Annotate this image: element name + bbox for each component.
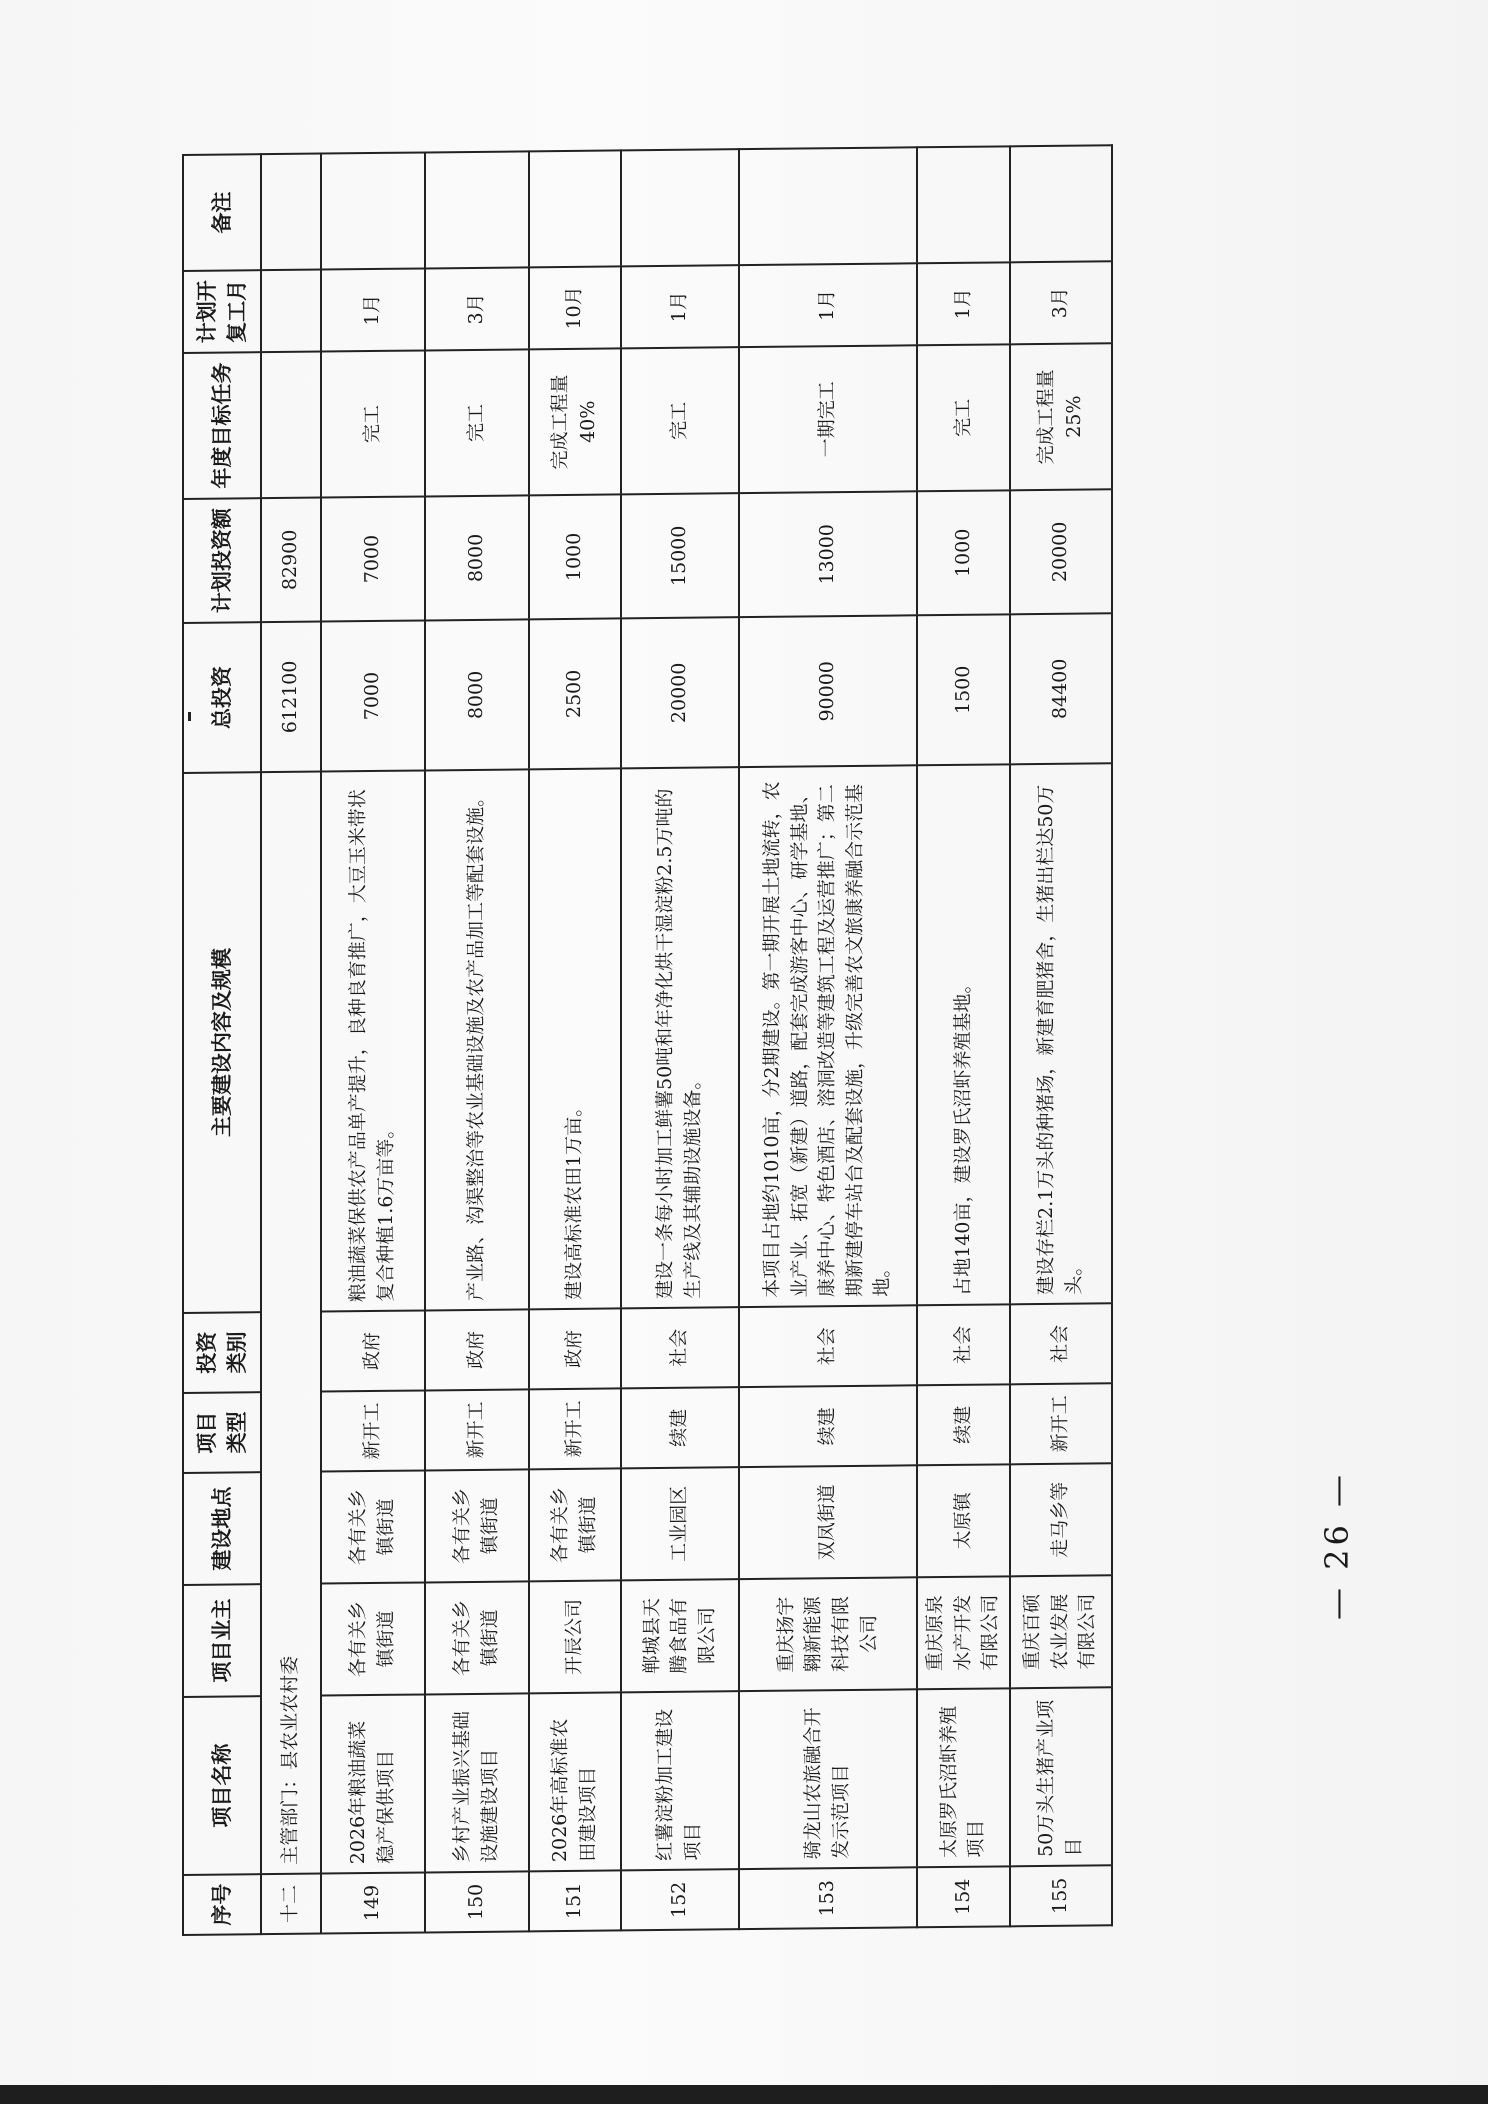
header-owner: 项目业主 [183,1584,261,1697]
cell-owner: 各有关乡镇街道 [425,1581,529,1694]
cell-location: 太原镇 [917,1464,1010,1577]
cell-invest-type: 社会 [917,1304,1010,1385]
cell-planned: 1000 [917,490,1010,615]
dept-total: 612100 [261,622,321,773]
dept-row [261,154,321,1935]
project-table [182,144,1113,1936]
cell-project-type: 续建 [621,1387,739,1468]
cell-planned: 13000 [739,491,917,617]
cell-total: 84400 [1010,613,1112,764]
header-seq: 序号 [183,1874,261,1935]
cell-total: 2500 [529,618,621,769]
cell-owner: 郸城县天腾食品有限公司 [621,1579,739,1692]
cell-note [529,150,621,267]
dept-seq: 十二 [261,1874,321,1935]
cell-content: 占地140亩，建设罗氏沼虾养殖基地。 [917,764,1010,1305]
dept-note [261,154,321,271]
cell-target: 完成工程量25% [1010,343,1112,490]
cell-seq: 151 [529,1870,621,1931]
header-planned: 计划投资额 [183,498,261,623]
cell-owner: 各有关乡镇街道 [321,1582,425,1695]
cell-owner: 重庆扬宇翱新能源科技有限公司 [739,1577,917,1691]
cell-total: 1500 [917,614,1010,765]
header-start: 计划开复工月 [183,270,261,353]
cell-start: 1月 [321,268,425,351]
cell-content: 产业路、沟渠整治等农业基础设施及农产品加工等配套设施。 [425,769,529,1310]
table-row [739,147,917,1929]
cell-start: 1月 [917,262,1010,345]
cell-start: 3月 [425,267,529,350]
rotated-table-container [182,147,1099,1936]
cell-note [917,146,1010,263]
cell-seq: 153 [739,1867,917,1929]
cell-start: 10月 [529,266,621,349]
cell-project-type: 续建 [739,1385,917,1467]
cell-content: 本项目占地约1010亩，分2期建设。第一期开展土地流转，农业产业、拓宽（新建）道路，配套完成游客中心、研学基地、康养中心、特色酒店、溶洞改造等建筑工程及运营推广；第二期新建停车站台及配套设施，升级完善农文旅康养融合示范基地。 [739,765,917,1307]
cell-name: 太原罗氏沼虾养殖项目 [917,1688,1010,1867]
table-body [321,145,1112,1933]
cell-total: 90000 [739,615,917,767]
cell-start: 3月 [1010,261,1112,344]
table-row [917,146,1010,1927]
cell-target: 完成工程量40% [529,348,621,495]
cell-owner: 重庆原泉水产开发有限公司 [917,1576,1010,1689]
cell-name: 2026年粮油蔬菜稳产保供项目 [321,1694,425,1873]
cell-name: 50万头生猪产业项目 [1010,1687,1112,1866]
cell-invest-type: 政府 [529,1308,621,1389]
cell-planned: 15000 [621,493,739,618]
cell-planned: 1000 [529,494,621,619]
table-row [425,151,529,1932]
cell-total: 7000 [321,620,425,771]
page-number: — 26 — [1318,1470,1356,1620]
header-invest-type: 投资类别 [183,1312,261,1393]
cell-owner: 开辰公司 [529,1580,621,1693]
cell-name: 骑龙山农旅融合开发示范项目 [739,1689,917,1869]
cell-total: 8000 [425,619,529,770]
cell-target: 一期完工 [739,345,917,493]
cell-planned: 20000 [1010,489,1112,614]
cell-start: 1月 [739,263,917,347]
cell-name: 乡村产业振兴基础设施建设项目 [425,1693,529,1872]
cell-seq: 149 [321,1872,425,1933]
dept-planned: 82900 [261,498,321,623]
table-row [321,152,425,1933]
header-name: 项目名称 [183,1696,261,1875]
cell-target: 完工 [621,347,739,494]
cell-invest-type: 政府 [321,1310,425,1391]
cell-note [621,149,739,266]
cell-target: 完工 [321,350,425,497]
cell-name: 2026年高标准农田建设项目 [529,1692,621,1871]
cell-invest-type: 社会 [621,1307,739,1388]
cell-location: 走马乡等 [1010,1463,1112,1576]
table-header-row [183,154,261,1935]
cell-location: 工业园区 [621,1467,739,1580]
header-project-type: 项目类型 [183,1392,261,1473]
cell-invest-type: 社会 [739,1305,917,1387]
cell-content: 建设一条每小时加工鲜薯50吨和年净化烘干湿淀粉2.5万吨的生产线及其辅助设施设备。 [621,767,739,1308]
cell-planned: 8000 [425,495,529,620]
cell-owner: 重庆百硕农业发展有限公司 [1010,1575,1112,1688]
dept-start [261,270,321,353]
cell-location: 各有关乡镇街道 [425,1469,529,1582]
binding-edge [0,2085,1488,2104]
cell-note [321,152,425,269]
cell-note [425,151,529,268]
cell-location: 各有关乡镇街道 [529,1468,621,1581]
cell-project-type: 新开工 [529,1388,621,1469]
header-location: 建设地点 [183,1472,261,1585]
cell-content: 粮油蔬菜保供农产品单产提升，良种良育推广，大豆玉米带状复合种植1.6万亩等。 [321,770,425,1311]
cell-total: 20000 [621,617,739,768]
cell-location: 各有关乡镇街道 [321,1470,425,1583]
table-row [1010,145,1112,1926]
cell-seq: 152 [621,1869,739,1930]
cell-seq: 155 [1010,1865,1112,1926]
cell-note [1010,145,1112,262]
dept-label: 主管部门：县农业农村委 [261,772,321,1875]
cell-content: 建设高标准农田1万亩。 [529,768,621,1309]
table-row [529,150,621,1931]
dept-target [261,352,321,499]
cell-project-type: 续建 [917,1384,1010,1465]
cell-seq: 154 [917,1866,1010,1927]
cell-content: 建设存栏2.1万头的种猪场，新建育肥猪舍，生猪出栏达50万头。 [1010,763,1112,1304]
cell-planned: 7000 [321,496,425,621]
cell-target: 完工 [425,349,529,496]
cell-project-type: 新开工 [1010,1383,1112,1464]
header-note: 备注 [183,154,261,271]
cell-location: 双凤街道 [739,1465,917,1579]
cell-seq: 150 [425,1871,529,1932]
cell-invest-type: 社会 [1010,1303,1112,1384]
header-target: 年度目标任务 [183,352,261,499]
cell-project-type: 新开工 [425,1389,529,1470]
cell-target: 完工 [917,344,1010,491]
cell-name: 红薯淀粉加工建设项目 [621,1691,739,1870]
cell-start: 1月 [621,265,739,348]
cell-note [739,147,917,265]
header-total: 总投资 [183,622,261,773]
cell-project-type: 新开工 [321,1390,425,1471]
table-row [621,149,739,1930]
cell-invest-type: 政府 [425,1309,529,1390]
header-content: 主要建设内容及规模 [183,772,261,1313]
